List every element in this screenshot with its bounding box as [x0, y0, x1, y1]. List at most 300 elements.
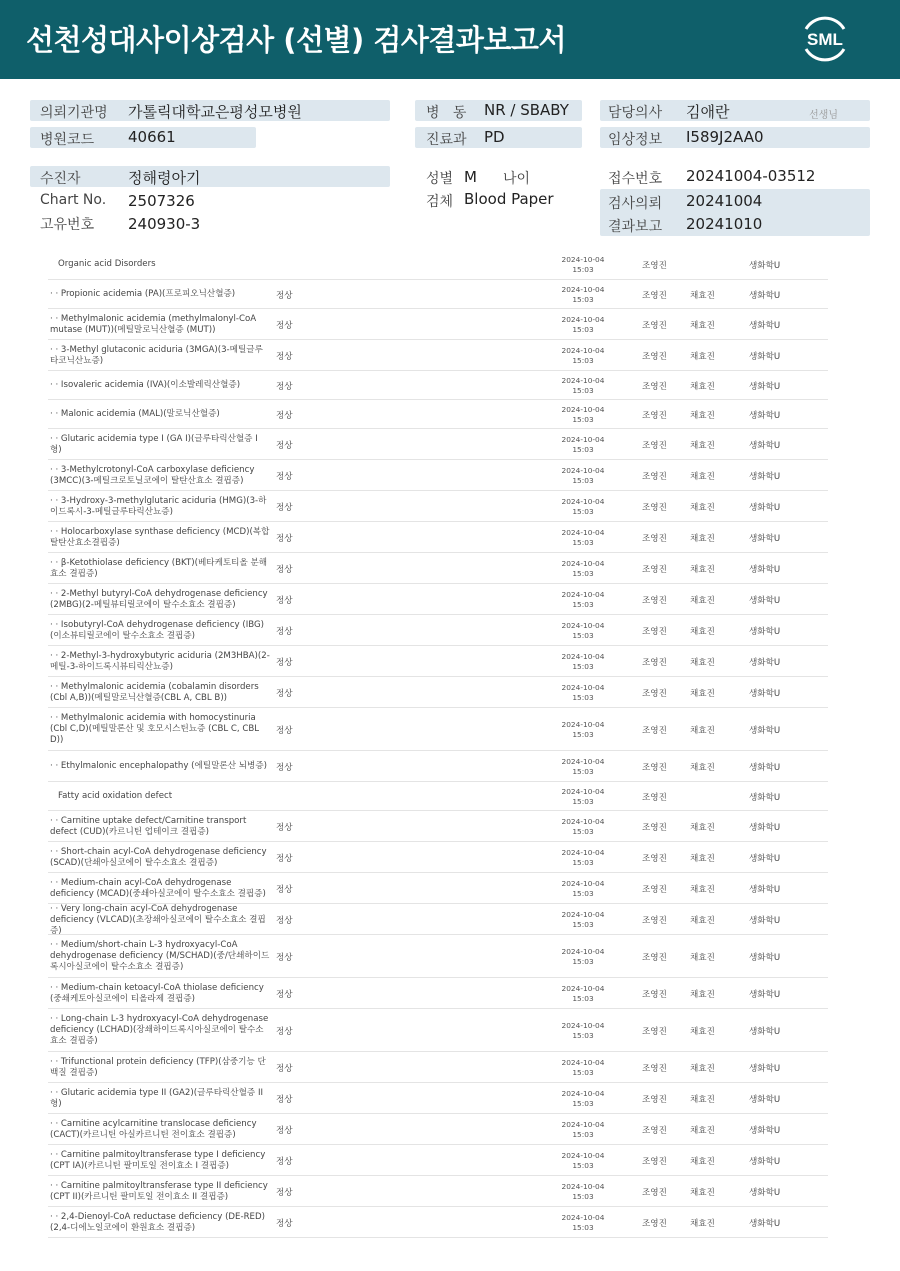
test-name: · · Isobutyryl-CoA dehydrogenase deficiency (IBG)(이소뷰티릴코에이 탈수소효소 결핍증)	[50, 619, 265, 641]
test-time: 15:03	[572, 1160, 594, 1170]
test-name: · · Ethylmalonic encephalopathy (에틸말론산 뇌병증)	[50, 761, 267, 771]
test-verifier: 채효진	[690, 410, 715, 421]
test-reporter: 조영진	[642, 853, 667, 864]
test-result: 정상	[276, 657, 293, 668]
test-result: 정상	[276, 595, 293, 606]
receipt-value: 20241004-03512	[686, 167, 816, 185]
test-reporter: 조영진	[642, 260, 667, 271]
test-date: 2024-10-04	[561, 435, 605, 444]
table-row	[48, 1083, 828, 1114]
test-verifier: 채효진	[690, 853, 715, 864]
test-datetime	[548, 590, 618, 609]
table-row	[48, 584, 828, 615]
test-datetime	[548, 910, 618, 929]
test-date: 2024-10-04	[561, 652, 605, 661]
clinical-value: I589J2AA0	[686, 128, 764, 146]
test-result: 정상	[276, 1026, 293, 1037]
test-datetime	[548, 1089, 618, 1108]
test-dept: 생화학U	[749, 884, 781, 895]
test-name: · · Very long-chain acyl-CoA dehydrogenase deficiency (VLCAD)(초장쇄아실코에이 탈수소효소 결핍증)	[50, 904, 266, 936]
test-verifier: 채효진	[690, 351, 715, 362]
test-time: 15:03	[572, 294, 594, 304]
test-verifier: 채효진	[690, 725, 715, 736]
table-row	[48, 429, 828, 460]
test-date: 2024-10-04	[561, 787, 605, 796]
test-reporter: 조영진	[642, 688, 667, 699]
test-datetime	[548, 285, 618, 304]
test-reporter: 조영진	[642, 533, 667, 544]
test-result: 정상	[276, 762, 293, 773]
test-dept: 생화학U	[749, 351, 781, 362]
request-label: 검사의뢰	[608, 196, 663, 212]
table-row	[48, 491, 828, 522]
table-row	[48, 708, 828, 751]
patient-label: 수진자	[40, 171, 81, 187]
test-name: · · Methylmalonic acidemia (methylmalonyl-CoA mutase (MUT))(메틸말로닉산혈증 (MUT))	[50, 313, 257, 335]
test-verifier: 채효진	[690, 1026, 715, 1037]
test-name: · · Methylmalonic acidemia with homocystinuria (Cbl C,D)(메틸말론산 및 호모시스틴뇨증 (CBL C, CBL D))	[50, 713, 260, 745]
test-datetime	[548, 757, 618, 776]
test-verifier: 채효진	[690, 1187, 715, 1198]
test-dept: 생화학U	[749, 792, 781, 803]
test-name: · · Malonic acidemia (MAL)(말로닉산혈증)	[50, 409, 220, 419]
test-time: 15:03	[572, 630, 594, 640]
table-row	[48, 615, 828, 646]
test-reporter: 조영진	[642, 762, 667, 773]
test-verifier: 채효진	[690, 915, 715, 926]
test-time: 15:03	[572, 1098, 594, 1108]
test-time: 15:03	[572, 385, 594, 395]
test-dept: 생화학U	[749, 260, 781, 271]
test-result: 정상	[276, 989, 293, 1000]
test-result: 정상	[276, 725, 293, 736]
test-reporter: 조영진	[642, 381, 667, 392]
test-dept: 생화학U	[749, 657, 781, 668]
test-name: · · 2-Methyl-3-hydroxybutyric aciduria (2M3HBA)(2-메틸-3-하이드록시뷰티릭산뇨증)	[50, 650, 270, 672]
test-time: 15:03	[572, 796, 594, 806]
test-dept: 생화학U	[749, 1063, 781, 1074]
receipt-label: 접수번호	[608, 171, 663, 187]
test-reporter: 조영진	[642, 952, 667, 963]
test-verifier: 채효진	[690, 1156, 715, 1167]
test-datetime	[548, 683, 618, 702]
test-dept: 생화학U	[749, 1026, 781, 1037]
test-datetime	[548, 848, 618, 867]
test-time: 15:03	[572, 475, 594, 485]
test-result: 정상	[276, 822, 293, 833]
table-row	[48, 811, 828, 842]
table-row	[48, 371, 828, 400]
test-reporter: 조영진	[642, 989, 667, 1000]
table-row	[48, 1009, 828, 1052]
specimen-value: Blood Paper	[464, 190, 554, 208]
test-result: 정상	[276, 440, 293, 451]
test-time: 15:03	[572, 1222, 594, 1232]
test-verifier: 채효진	[690, 762, 715, 773]
test-reporter: 조영진	[642, 1026, 667, 1037]
test-name: · · Propionic acidemia (PA)(프로피오닉산혈증)	[50, 289, 236, 299]
test-result: 정상	[276, 952, 293, 963]
test-datetime	[548, 817, 618, 836]
test-result: 정상	[276, 1187, 293, 1198]
test-result: 정상	[276, 381, 293, 392]
test-dept: 생화학U	[749, 822, 781, 833]
test-dept: 생화학U	[749, 626, 781, 637]
test-reporter: 조영진	[642, 320, 667, 331]
test-datetime	[548, 466, 618, 485]
table-row	[48, 1114, 828, 1145]
test-time: 15:03	[572, 766, 594, 776]
test-date: 2024-10-04	[561, 285, 605, 294]
age-label: 나이	[503, 171, 531, 187]
test-name: · · 3-Hydroxy-3-methylglutaric aciduria (HMG)(3-하이드록시-3-메틸글루타릭산뇨증)	[50, 495, 267, 517]
test-date: 2024-10-04	[561, 1213, 605, 1222]
test-name: · · β-Ketothiolase deficiency (BKT)(베타케토티올 분해효소 결핍증)	[50, 557, 268, 579]
test-reporter: 조영진	[642, 1218, 667, 1229]
test-reporter: 조영진	[642, 822, 667, 833]
chart-value: 2507326	[128, 192, 195, 210]
test-date: 2024-10-04	[561, 984, 605, 993]
test-date: 2024-10-04	[561, 376, 605, 385]
test-dept: 생화학U	[749, 595, 781, 606]
test-date: 2024-10-04	[561, 1182, 605, 1191]
test-dept: 생화학U	[749, 290, 781, 301]
test-dept: 생화학U	[749, 688, 781, 699]
test-verifier: 채효진	[690, 471, 715, 482]
institution-value: 가톨릭대학교은평성모병원	[128, 103, 302, 121]
test-datetime	[548, 652, 618, 671]
test-name: · · Holocarboxylase synthase deficiency (MCD)(복합 탈탄산효소결핍증)	[50, 526, 270, 548]
test-dept: 생화학U	[749, 1156, 781, 1167]
test-time: 15:03	[572, 506, 594, 516]
test-time: 15:03	[572, 661, 594, 671]
test-verifier: 채효진	[690, 320, 715, 331]
test-dept: 생화학U	[749, 915, 781, 926]
test-reporter: 조영진	[642, 915, 667, 926]
test-reporter: 조영진	[642, 792, 667, 803]
test-verifier: 채효진	[690, 290, 715, 301]
test-date: 2024-10-04	[561, 1089, 605, 1098]
test-name: · · 2,4-Dienoyl-CoA reductase deficiency (DE-RED)(2,4-디에노일코에이 환원효소 결핍증)	[50, 1211, 265, 1233]
test-date: 2024-10-04	[561, 1120, 605, 1129]
table-row	[48, 400, 828, 429]
test-reporter: 조영진	[642, 351, 667, 362]
patient-value: 정해령아기	[128, 169, 201, 187]
test-dept: 생화학U	[749, 725, 781, 736]
test-name: · · Long-chain L-3 hydroxyacyl-CoA dehydrogenase deficiency (LCHAD)(장쇄하이드록시아실코에이 탈수소효소 결핍증)	[50, 1014, 269, 1046]
test-result: 정상	[276, 1218, 293, 1229]
test-reporter: 조영진	[642, 657, 667, 668]
report-label: 결과보고	[608, 219, 663, 235]
hospital-code-label: 병원코드	[40, 132, 95, 148]
clinical-label: 임상정보	[608, 132, 663, 148]
table-row	[48, 646, 828, 677]
test-datetime	[548, 528, 618, 547]
table-row	[48, 873, 828, 904]
test-reporter: 조영진	[642, 502, 667, 513]
test-result: 정상	[276, 626, 293, 637]
test-reporter: 조영진	[642, 1063, 667, 1074]
test-name: · · Carnitine acylcarnitine translocase deficiency (CACT)(카르니틴 아실카르니틴 전이효소 결핍증)	[50, 1118, 257, 1140]
test-name: · · Glutaric acidemia type II (GA2)(글루타릭산혈증 II 형)	[50, 1087, 264, 1109]
test-datetime	[548, 497, 618, 516]
table-row	[48, 460, 828, 491]
test-verifier: 채효진	[690, 884, 715, 895]
test-time: 15:03	[572, 692, 594, 702]
test-name: · · Carnitine uptake defect/Carnitine transport defect (CUD)(카르니틴 업테이크 결핍증)	[50, 815, 247, 837]
sml-logo	[798, 13, 852, 65]
table-row	[48, 1052, 828, 1083]
test-date: 2024-10-04	[561, 255, 605, 264]
test-time: 15:03	[572, 599, 594, 609]
test-date: 2024-10-04	[561, 559, 605, 568]
test-verifier: 채효진	[690, 564, 715, 575]
test-dept: 생화학U	[749, 320, 781, 331]
hospital-code-value: 40661	[128, 128, 176, 146]
test-dept: 생화학U	[749, 1125, 781, 1136]
test-verifier: 채효진	[690, 626, 715, 637]
dept-value: PD	[484, 128, 505, 146]
test-name: · · Glutaric acidemia type I (GA I)(글루타릭산혈증 I 형)	[50, 433, 258, 455]
test-dept: 생화학U	[749, 440, 781, 451]
table-row	[48, 1176, 828, 1207]
test-datetime	[548, 255, 618, 274]
test-datetime	[548, 984, 618, 1003]
dept-label: 진료과	[426, 132, 467, 148]
test-datetime	[548, 376, 618, 395]
test-datetime	[548, 315, 618, 334]
test-result: 정상	[276, 1094, 293, 1105]
test-dept: 생화학U	[749, 471, 781, 482]
test-name: · · Carnitine palmitoyltransferase type I deficiency (CPT IA)(카르니틴 팔미토일 전이효소 I 결핍증)	[50, 1149, 266, 1171]
test-verifier: 채효진	[690, 502, 715, 513]
test-result: 정상	[276, 688, 293, 699]
test-time: 15:03	[572, 826, 594, 836]
test-time: 15:03	[572, 919, 594, 929]
test-time: 15:03	[572, 537, 594, 547]
test-result: 정상	[276, 320, 293, 331]
test-time: 15:03	[572, 1030, 594, 1040]
test-name: · · Short-chain acyl-CoA dehydrogenase deficiency (SCAD)(단쇄아실코에이 탈수소효소 결핍증)	[50, 846, 267, 868]
test-verifier: 채효진	[690, 1125, 715, 1136]
test-result: 정상	[276, 533, 293, 544]
test-result: 정상	[276, 853, 293, 864]
test-result: 정상	[276, 564, 293, 575]
test-verifier: 채효진	[690, 1063, 715, 1074]
test-verifier: 채효진	[690, 657, 715, 668]
test-time: 15:03	[572, 888, 594, 898]
test-reporter: 조영진	[642, 1187, 667, 1198]
test-reporter: 조영진	[642, 440, 667, 451]
test-datetime	[548, 1182, 618, 1201]
ward-label: 병 동	[426, 105, 467, 121]
sex-value: M	[464, 168, 477, 186]
test-date: 2024-10-04	[561, 315, 605, 324]
table-row	[48, 553, 828, 584]
test-datetime	[548, 1120, 618, 1139]
test-date: 2024-10-04	[561, 879, 605, 888]
uid-label: 고유번호	[40, 217, 95, 233]
test-reporter: 조영진	[642, 564, 667, 575]
table-section-row	[48, 782, 828, 811]
test-name: Organic acid Disorders	[58, 259, 156, 269]
test-time: 15:03	[572, 857, 594, 867]
test-dept: 생화학U	[749, 533, 781, 544]
test-datetime	[548, 1213, 618, 1232]
table-row	[48, 1207, 828, 1238]
test-reporter: 조영진	[642, 410, 667, 421]
test-reporter: 조영진	[642, 290, 667, 301]
test-reporter: 조영진	[642, 1125, 667, 1136]
test-name: · · Medium-chain ketoacyl-CoA thiolase deficiency (중쇄케토아실코에이 티올라제 결핍증)	[50, 982, 264, 1004]
test-result: 정상	[276, 1156, 293, 1167]
test-name: · · Methylmalonic acidemia (cobalamin disorders (Cbl A,B))(메틸말로닉산혈증(CBL A, CBL B))	[50, 681, 259, 703]
test-result: 정상	[276, 1125, 293, 1136]
test-dept: 생화학U	[749, 1094, 781, 1105]
test-time: 15:03	[572, 414, 594, 424]
report-value: 20241010	[686, 215, 763, 233]
test-datetime	[548, 1151, 618, 1170]
test-time: 15:03	[572, 956, 594, 966]
report-title: 선천성대사이상검사 (선별) 검사결과보고서	[26, 23, 566, 57]
test-result: 정상	[276, 915, 293, 926]
test-time: 15:03	[572, 729, 594, 739]
test-name: · · Trifunctional protein deficiency (TFP)(삼중기능 단백질 결핍증)	[50, 1056, 266, 1078]
test-date: 2024-10-04	[561, 910, 605, 919]
test-dept: 생화학U	[749, 381, 781, 392]
test-time: 15:03	[572, 264, 594, 274]
test-result: 정상	[276, 351, 293, 362]
test-reporter: 조영진	[642, 471, 667, 482]
test-verifier: 채효진	[690, 533, 715, 544]
table-row	[48, 935, 828, 978]
test-reporter: 조영진	[642, 1094, 667, 1105]
test-time: 15:03	[572, 568, 594, 578]
table-row	[48, 677, 828, 708]
test-verifier: 채효진	[690, 381, 715, 392]
test-date: 2024-10-04	[561, 466, 605, 475]
test-datetime	[548, 405, 618, 424]
test-dept: 생화학U	[749, 952, 781, 963]
test-datetime	[548, 947, 618, 966]
test-date: 2024-10-04	[561, 528, 605, 537]
test-dept: 생화학U	[749, 1218, 781, 1229]
test-time: 15:03	[572, 355, 594, 365]
test-time: 15:03	[572, 993, 594, 1003]
logo-text: SML	[807, 30, 843, 49]
report-header	[0, 0, 900, 79]
table-section-row	[48, 249, 828, 280]
test-time: 15:03	[572, 1129, 594, 1139]
table-row	[48, 1145, 828, 1176]
test-datetime	[548, 787, 618, 806]
test-date: 2024-10-04	[561, 1058, 605, 1067]
test-dept: 생화학U	[749, 853, 781, 864]
test-time: 15:03	[572, 444, 594, 454]
test-verifier: 채효진	[690, 1218, 715, 1229]
test-date: 2024-10-04	[561, 757, 605, 766]
test-date: 2024-10-04	[561, 1021, 605, 1030]
table-row	[48, 280, 828, 309]
table-row	[48, 340, 828, 371]
test-datetime	[548, 1058, 618, 1077]
test-date: 2024-10-04	[561, 590, 605, 599]
test-name: Fatty acid oxidation defect	[58, 791, 173, 801]
test-date: 2024-10-04	[561, 947, 605, 956]
test-result: 정상	[276, 502, 293, 513]
patient-box	[30, 166, 390, 187]
test-verifier: 채효진	[690, 595, 715, 606]
test-name: · · Medium-chain acyl-CoA dehydrogenase deficiency (MCAD)(중쇄아실코에이 탈수소효소 결핍증)	[50, 877, 266, 899]
test-reporter: 조영진	[642, 1156, 667, 1167]
test-name: · · Medium/short-chain L-3 hydroxyacyl-CoA dehydrogenase deficiency (M/SCHAD)(중/단쇄하이드록시아실코에이 탈수소효소 결핍증)	[50, 940, 270, 972]
doctor-label: 담당의사	[608, 105, 663, 121]
test-time: 15:03	[572, 1191, 594, 1201]
request-value: 20241004	[686, 192, 763, 210]
test-date: 2024-10-04	[561, 683, 605, 692]
test-name: · · Isovaleric acidemia (IVA)(이소발레릭산혈증)	[50, 380, 241, 390]
test-datetime	[548, 1021, 618, 1040]
table-row	[48, 904, 828, 935]
test-date: 2024-10-04	[561, 1151, 605, 1160]
test-date: 2024-10-04	[561, 621, 605, 630]
test-verifier: 채효진	[690, 952, 715, 963]
institution-label: 의뢰기관명	[40, 105, 108, 121]
chart-label: Chart No.	[40, 192, 107, 208]
test-result: 정상	[276, 290, 293, 301]
test-datetime	[548, 879, 618, 898]
test-datetime	[548, 720, 618, 739]
test-name: · · Carnitine palmitoyltransferase type II deficiency (CPT II)(카르니틴 팔미토일 전이효소 II 결핍증)	[50, 1180, 268, 1202]
test-date: 2024-10-04	[561, 817, 605, 826]
table-row	[48, 522, 828, 553]
ward-value: NR / SBABY	[484, 101, 569, 119]
test-name: · · 2-Methyl butyryl-CoA dehydrogenase deficiency (2MBG)(2-메틸뷰티릴코에이 탈수소효소 결핍증)	[50, 588, 268, 610]
test-result: 정상	[276, 1063, 293, 1074]
test-datetime	[548, 559, 618, 578]
test-time: 15:03	[572, 324, 594, 334]
test-reporter: 조영진	[642, 884, 667, 895]
test-datetime	[548, 621, 618, 640]
test-date: 2024-10-04	[561, 720, 605, 729]
result-table	[48, 249, 828, 1238]
table-row	[48, 842, 828, 873]
test-date: 2024-10-04	[561, 346, 605, 355]
test-date: 2024-10-04	[561, 405, 605, 414]
test-dept: 생화학U	[749, 502, 781, 513]
test-name: · · 3-Methylcrotonyl-CoA carboxylase deficiency (3MCC)(3-메틸크로토닐코에이 탈탄산효소 결핍증)	[50, 464, 255, 486]
test-reporter: 조영진	[642, 595, 667, 606]
test-verifier: 채효진	[690, 688, 715, 699]
test-dept: 생화학U	[749, 410, 781, 421]
test-date: 2024-10-04	[561, 497, 605, 506]
test-dept: 생화학U	[749, 1187, 781, 1198]
test-datetime	[548, 435, 618, 454]
doctor-suffix: 선생님	[809, 110, 838, 121]
test-datetime	[548, 346, 618, 365]
test-name: · · 3-Methyl glutaconic aciduria (3MGA)(3-메틸글루타코닉산뇨증)	[50, 344, 263, 366]
test-dept: 생화학U	[749, 564, 781, 575]
sex-label: 성별	[426, 171, 454, 187]
test-verifier: 채효진	[690, 440, 715, 451]
doctor-value: 김애란	[686, 103, 730, 121]
test-verifier: 채효진	[690, 822, 715, 833]
test-date: 2024-10-04	[561, 848, 605, 857]
test-dept: 생화학U	[749, 989, 781, 1000]
uid-value: 240930-3	[128, 215, 201, 233]
test-verifier: 채효진	[690, 989, 715, 1000]
test-dept: 생화학U	[749, 762, 781, 773]
